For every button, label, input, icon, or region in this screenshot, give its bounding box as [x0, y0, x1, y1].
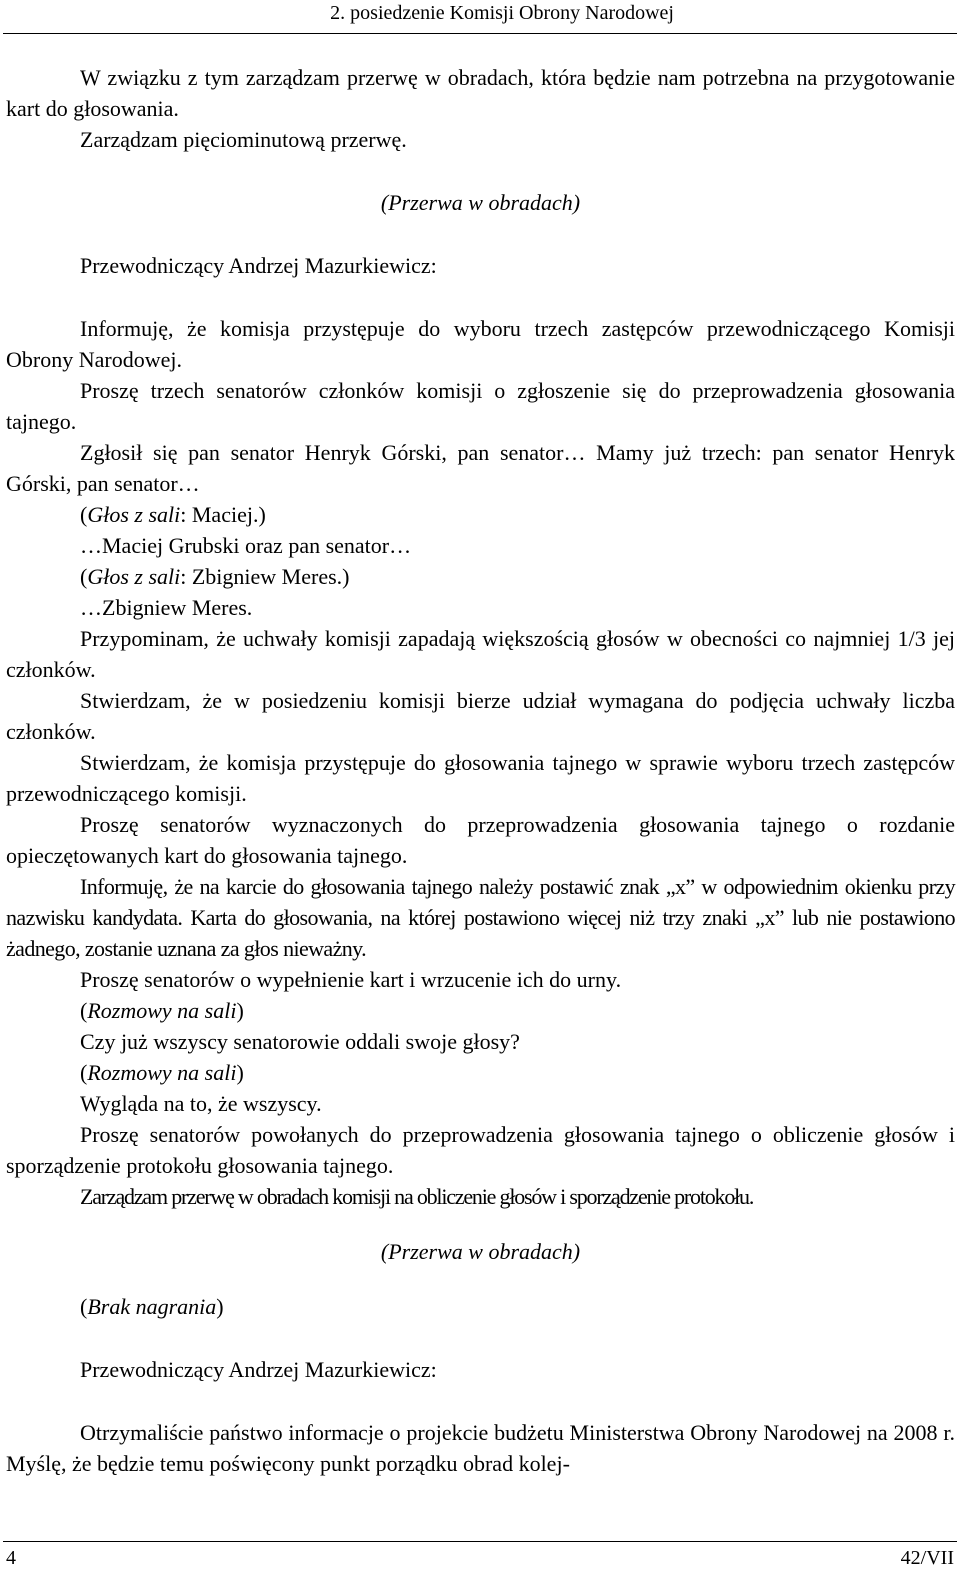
paragraph: Zarządzam pięciominutową przerwę. — [80, 127, 407, 152]
paragraph: Zgłosił się pan senator Henryk Górski, pan senator… Mamy już trzech: pan senator Henryk Górski, pan senator… — [6, 440, 955, 496]
paragraph: Stwierdzam, że w posiedzeniu komisji bierze udział wymagana do podjęcia uchwały liczba członków. — [6, 688, 955, 744]
paragraph: Informuję, że komisja przystępuje do wyboru trzech zastępców przewodniczącego Komisji Obrony Narodowej. — [6, 316, 955, 372]
header-divider — [3, 33, 957, 34]
hall-talk-note: (Rozmowy na sali) — [80, 1060, 244, 1085]
speaker-heading: Przewodniczący Andrzej Mazurkiewicz: — [80, 1357, 437, 1382]
paragraph: Proszę senatorów wyznaczonych do przeprowadzenia głosowania tajnego o rozdanie opieczętowanych kart do głosowania tajnego. — [6, 812, 955, 868]
paragraph: Przypominam, że uchwały komisji zapadają większością głosów w obecności co najmniej 1/3 jej członków. — [6, 626, 955, 682]
page-header — [0, 0, 960, 32]
footer-divider — [3, 1541, 957, 1542]
no-recording-note: (Brak nagrania) — [80, 1294, 224, 1319]
page-number: 4 — [6, 1547, 16, 1569]
hall-talk-note: (Rozmowy na sali) — [80, 998, 244, 1023]
voice-from-hall: (Głos z sali: Maciej.) — [80, 502, 266, 527]
header-title: 2. posiedzenie Komisji Obrony Narodowej — [330, 2, 674, 24]
break-note: (Przerwa w obradach) — [380, 190, 581, 215]
paragraph: Informuję, że na karcie do głosowania tajnego należy postawić znak „x” w odpowiednim okienku przy nazwisku kandydata. Karta do głosowania, na której postawiono więcej niż trzy znaki „x” lub nie postawiono żadnego, zostanie uznana za głos nieważny. — [6, 874, 955, 961]
paragraph: …Zbigniew Meres. — [80, 595, 253, 620]
voice-from-hall: (Głos z sali: Zbigniew Meres.) — [80, 564, 350, 589]
paragraph: Zarządzam przerwę w obradach komisji na obliczenie głosów i sporządzenie protokołu. — [80, 1184, 754, 1209]
break-note: (Przerwa w obradach) — [380, 1239, 581, 1264]
document-code: 42/VII — [900, 1547, 954, 1569]
paragraph: Wygląda na to, że wszyscy. — [80, 1091, 322, 1116]
paragraph: Czy już wszyscy senatorowie oddali swoje głosy? — [80, 1029, 520, 1054]
paragraph: W związku z tym zarządzam przerwę w obradach, która będzie nam potrzebna na przygotowanie kart do głosowania. — [6, 65, 955, 121]
paragraph: Stwierdzam, że komisja przystępuje do głosowania tajnego w sprawie wyboru trzech zastępców przewodniczącego komisji. — [6, 750, 955, 806]
paragraph: Proszę trzech senatorów członków komisji o zgłoszenie się do przeprowadzenia głosowania tajnego. — [6, 378, 955, 434]
paragraph: Proszę senatorów powołanych do przeprowadzenia głosowania tajnego o obliczenie głosów i sporządzenie protokołu głosowania tajnego. — [6, 1122, 955, 1178]
paragraph: …Maciej Grubski oraz pan senator… — [80, 533, 412, 558]
speaker-heading: Przewodniczący Andrzej Mazurkiewicz: — [80, 253, 437, 278]
transcript-body — [6, 62, 955, 1479]
paragraph: Otrzymaliście państwo informacje o projekcie budżetu Ministerstwa Obrony Narodowej na 2008 r. Myślę, że będzie temu poświęcony punkt porządku obrad kolej- — [6, 1420, 955, 1476]
paragraph: Proszę senatorów o wypełnienie kart i wrzucenie ich do urny. — [80, 967, 622, 992]
